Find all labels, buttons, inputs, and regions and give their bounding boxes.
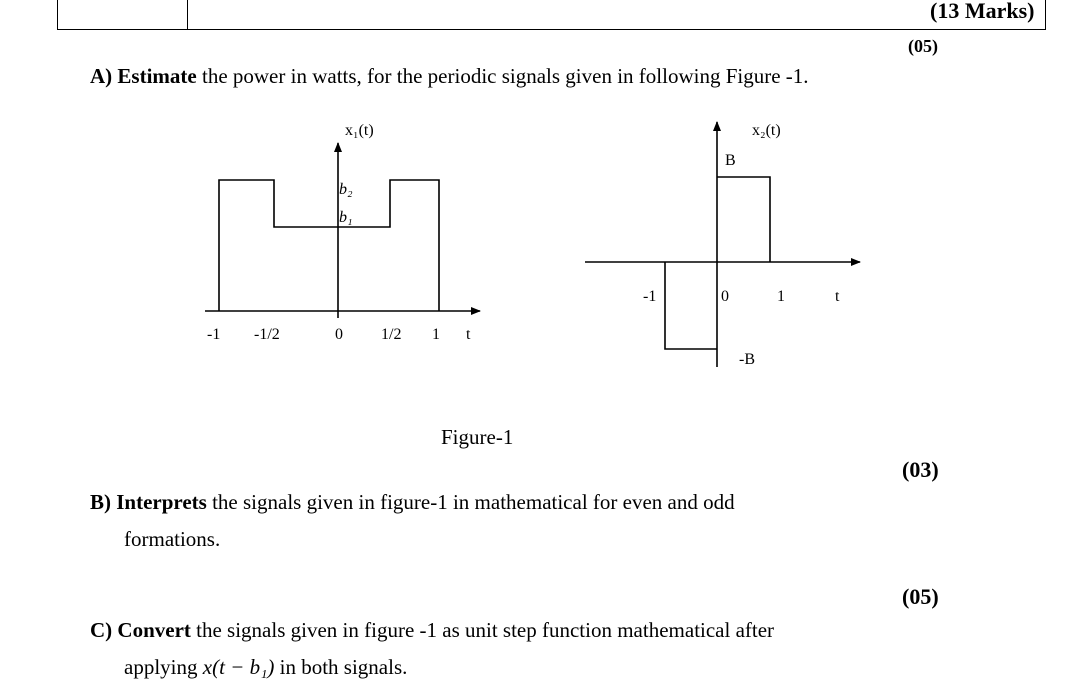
figure-caption: Figure-1: [441, 425, 514, 449]
x1-tick-label: -1: [207, 326, 221, 343]
part-c-keyword: C) Convert: [90, 618, 191, 642]
total-marks: (13 Marks): [930, 0, 1035, 23]
part-a-marks: (05): [908, 36, 938, 56]
x2-ylabel: x₂(t): [752, 122, 781, 139]
x2-negative-level: -B: [739, 351, 755, 368]
part-c-line2-pre: applying: [124, 655, 203, 679]
x1-tick-label: 1: [432, 326, 440, 343]
part-a-keyword: A) Estimate: [90, 64, 197, 88]
x1-xlabel: t: [466, 326, 471, 343]
x1-tick-label: -1/2: [254, 326, 280, 343]
part-b-keyword: B) Interprets: [90, 490, 207, 514]
x2-xlabel: t: [835, 288, 840, 305]
x2-waveform-positive: [717, 177, 770, 262]
x1-ylabel: x₁(t): [345, 122, 374, 139]
x1-level-low: b₁: [339, 209, 353, 226]
part-c-line2-post: in both signals.: [274, 655, 408, 679]
part-b-line2: formations.: [124, 527, 221, 551]
x2-tick-label: 0: [721, 288, 729, 305]
part-c-math: x(t − b₁): [202, 655, 275, 679]
part-a-text: the power in watts, for the periodic signals given in following Figure -1.: [196, 64, 809, 88]
part-b-marks: (03): [902, 457, 939, 482]
part-c-question: [90, 618, 774, 643]
x1-level-high: b₂: [339, 181, 353, 198]
x1-tick-label: 0: [335, 326, 343, 343]
x1-tick-label: 1/2: [381, 326, 402, 343]
part-c-marks: (05): [902, 584, 939, 609]
x1-waveform: [219, 180, 439, 311]
x2-positive-level: B: [725, 152, 736, 169]
part-c-line2: [124, 655, 407, 680]
x2-waveform-negative: [665, 262, 717, 349]
part-b-question: [90, 490, 735, 515]
part-c-text: the signals given in figure -1 as unit step function mathematical after: [190, 618, 775, 642]
part-b-text: the signals given in figure-1 in mathematical for even and odd: [206, 490, 735, 514]
x2-tick-label: 1: [777, 288, 785, 305]
x2-tick-label: -1: [643, 288, 657, 305]
